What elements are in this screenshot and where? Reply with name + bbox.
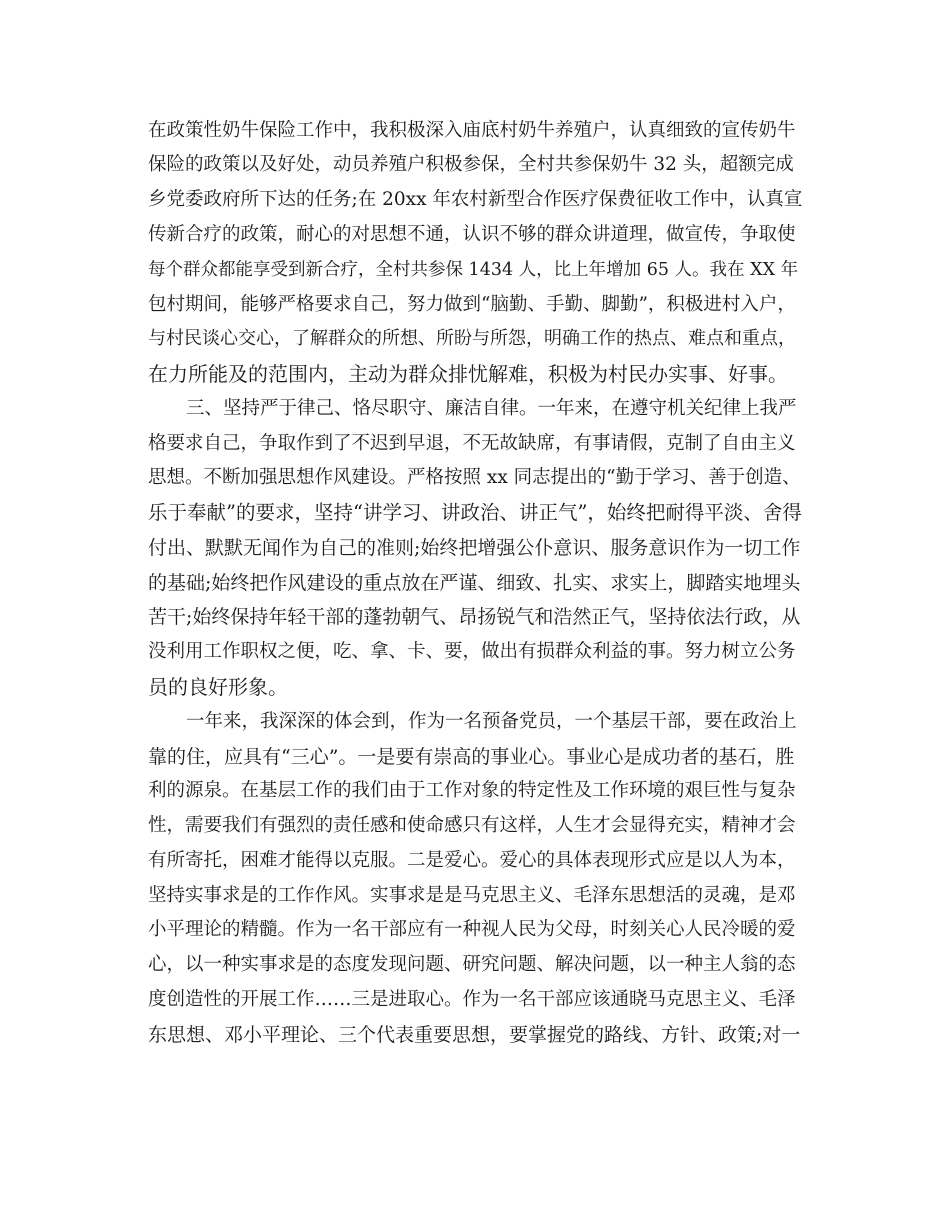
text-line: 在力所能及的范围内，主动为群众排忧解难，积极为村民办实事、好事。 bbox=[148, 362, 788, 386]
text-line: 传新合疗的政策，耐心的对思想不通，认识不够的群众讲道理，做宣传，争取使 bbox=[148, 224, 796, 245]
text-line: 付出、默默无闻作为自己的准则;始终把增强公仆意识、服务意识作为一切工作 bbox=[148, 537, 801, 559]
text-line: 一年来，我深深的体会到，作为一名预备党员，一个基层干部，要在政治上 bbox=[186, 711, 797, 732]
text-line: 坚持实事求是的工作作风。实事求是是马克思主义、毛泽东思想活的灵魂，是邓 bbox=[148, 885, 796, 906]
text-line: 靠的住，应具有“三心”。一是要有崇高的事业心。事业心是成功者的基石，胜 bbox=[148, 746, 795, 768]
text-line: 包村期间，能够严格要求自己，努力做到“脑勤、手勤、脚勤”，积极进村入户， bbox=[148, 294, 796, 315]
text-line: 度创造性的开展工作……三是进取心。作为一名干部应该通晓马克思主义、毛泽 bbox=[148, 989, 796, 1010]
text-line: 在政策性奶牛保险工作中，我积极深入庙底村奶牛养殖户，认真细致的宣传奶牛 bbox=[148, 120, 796, 141]
text-line: 保险的政策以及好处，动员养殖户积极参保，全村共参保奶牛 32 头，超额完成 bbox=[148, 154, 794, 175]
text-line: 的基础;始终把作风建设的重点放在严谨、细致、扎实、求实上，脚踏实地埋头 bbox=[148, 572, 801, 594]
text-line: 思想。不断加强思想作风建设。严格按照 xx 同志提出的“勤于学习、善于创造、 bbox=[148, 467, 801, 488]
text-line: 没利用工作职权之便，吃、拿、卡、要，做出有损群众利益的事。努力树立公务 bbox=[148, 641, 796, 662]
text-line: 乡党委政府所下达的任务;在 20xx 年农村新型合作医疗保费征收工作中，认真宣 bbox=[148, 189, 803, 210]
text-line: 与村民谈心交心，了解群众的所想、所盼与所怨，明确工作的热点、难点和重点， bbox=[148, 328, 796, 349]
text-line: 员的良好形象。 bbox=[148, 675, 288, 699]
text-line: 有所寄托，困难才能得以克服。二是爱心。爱心的具体表现形式应是以人为本， bbox=[148, 850, 796, 871]
text-line: 格要求自己，争取作到了不迟到早退，不无故缺席，有事请假，克制了自由主义 bbox=[148, 433, 796, 454]
text-line: 东思想、邓小平理论、三个代表重要思想，要掌握党的路线、方针、政策;对一 bbox=[148, 1024, 801, 1046]
text-line: 苦干;始终保持年轻干部的蓬勃朝气、昂扬锐气和浩然正气，坚持依法行政，从 bbox=[148, 606, 801, 628]
text-line: 性，需要我们有强烈的责任感和使命感只有这样，人生才会显得充实，精神才会 bbox=[148, 815, 796, 836]
text-line: 利的源泉。在基层工作的我们由于工作对象的特定性及工作环境的艰巨性与复杂 bbox=[148, 780, 796, 801]
text-line: 三、坚持严于律己、恪尽职守、廉洁自律。一年来，在遵守机关纪律上我严 bbox=[186, 398, 797, 419]
text-line: 小平理论的精髓。作为一名干部应有一种视人民为父母，时刻关心人民冷暖的爱 bbox=[148, 919, 796, 940]
text-line: 每个群众都能享受到新合疗，全村共参保 1434 人，比上年增加 65 人。我在 XX 年 bbox=[148, 260, 799, 280]
text-line: 心，以一种实事求是的态度发现问题、研究问题、解决问题，以一种主人翁的态 bbox=[148, 954, 796, 975]
text-line: 乐于奉献”的要求，坚持“讲学习、讲政治、讲正气”，始终把耐得平淡、舍得 bbox=[148, 501, 802, 524]
